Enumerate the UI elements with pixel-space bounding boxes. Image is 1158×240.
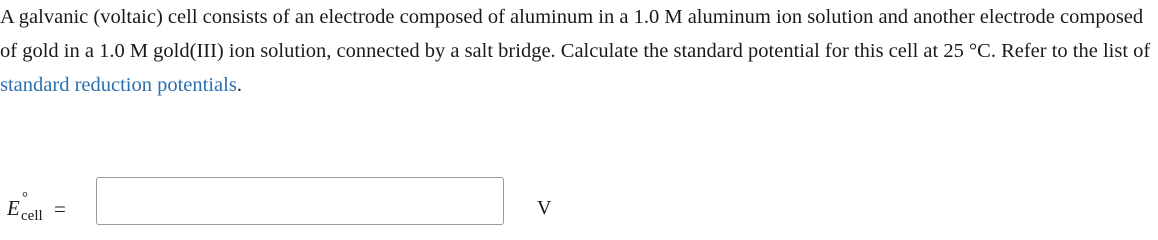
cell-subscript: cell [21, 208, 43, 224]
question-text [0, 0, 1158, 102]
standard-reduction-potentials-link[interactable]: standard reduction potentials [0, 74, 237, 96]
question-period: . [236, 74, 242, 96]
degree-superscript: ° [22, 190, 28, 206]
e-symbol: E [7, 196, 20, 220]
question-body: A galvanic (voltaic) cell consists of an electrode composed of aluminum in a 1.0 M aluminum ion solution and another electrode composed of gold in a 1.0 M gold(III) ion solution, connected by a salt bridge. Calculate the standard potential for this cell at 25 °C. Refer to the list of [0, 6, 1151, 62]
answer-row [0, 176, 1158, 230]
unit-label: V [537, 197, 552, 219]
answer-input[interactable] [96, 177, 504, 225]
e-cell-label [7, 190, 43, 224]
equals-sign: = [54, 197, 66, 221]
